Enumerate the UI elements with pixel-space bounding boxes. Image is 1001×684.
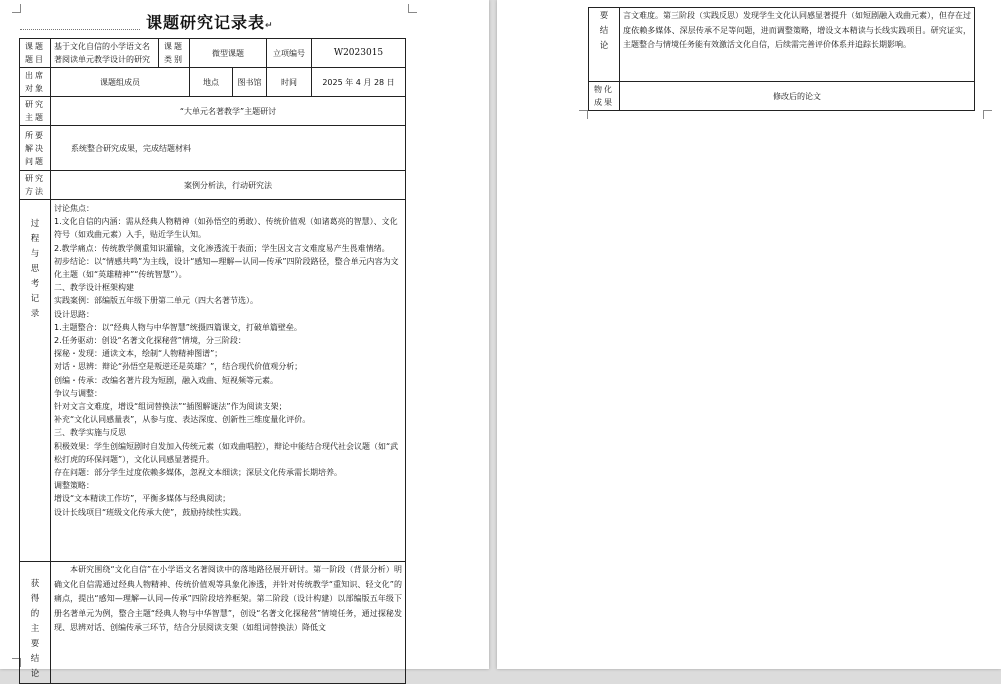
process-line: 针对文言文难度，增设“组词替换法”“插图解谜法”作为阅读支架； bbox=[54, 402, 287, 412]
document-title: 课题研究记录表 bbox=[146, 13, 266, 32]
place-label: 地点 bbox=[190, 68, 233, 97]
process-line: 2.教学痛点：传统教学侧重知识灌输，文化渗透流于表面；学生因文言文难度易产生畏难情绪。 bbox=[54, 243, 390, 253]
process-line: 存在问题：部分学生过度依赖多媒体，忽视文本细读；深层文化传承需长期培养。 bbox=[54, 468, 342, 478]
document-page-right bbox=[497, 0, 1001, 669]
problem-value: 系统整合研究成果，完成结题材料 bbox=[51, 126, 406, 171]
process-line: 积极效果：学生创编短剧时自发加入传统元素（如戏曲唱腔），辩论中能结合现代社会议题（如“武松打虎的环保问题”），文化认同感显著提升。 bbox=[54, 441, 399, 464]
process-line: 设计长线项目“班级文化传承大使”，鼓励持续性实践。 bbox=[54, 507, 247, 517]
subject-label: 研究主题 bbox=[20, 97, 51, 126]
document-title-block: 课题研究记录表↵ bbox=[20, 10, 400, 32]
vertical-label-char: 思 bbox=[30, 264, 40, 274]
vertical-label-char: 要 bbox=[30, 639, 40, 649]
attendance-value: 课题组成员 bbox=[51, 68, 190, 97]
vertical-label-char: 结 bbox=[599, 26, 609, 36]
attendance-label: 出席对象 bbox=[20, 68, 51, 97]
category-label: 课题类别 bbox=[159, 39, 190, 68]
title-leader-dots bbox=[20, 29, 140, 30]
process-line: 对话・思辨：辩论“孙悟空是叛逆还是英雄？”，结合现代价值观分析； bbox=[54, 362, 303, 372]
crop-mark bbox=[983, 110, 992, 119]
category-value: 微型课题 bbox=[190, 39, 267, 68]
process-line: 初步结论：以“情感共鸣”为主线，设计“感知—理解—认同—传承”四阶段路径，整合单元内容为文化主题（如“英雄精神”“传统智慧”）。 bbox=[54, 256, 399, 280]
process-line: 调整策略： bbox=[54, 481, 94, 491]
method-value: 案例分析法，行动研究法 bbox=[51, 171, 406, 200]
vertical-label-char: 结 bbox=[30, 654, 40, 664]
process-line: 探秘・发现：通读文本，绘制“人物精神图谱”； bbox=[54, 349, 223, 359]
vertical-label-char: 考 bbox=[30, 279, 40, 289]
vertical-label-char: 要 bbox=[599, 11, 609, 21]
process-line: 设计思路： bbox=[54, 309, 94, 319]
subject-value: “大单元名著教学”主题研讨 bbox=[51, 97, 406, 126]
vertical-label-char: 的 bbox=[30, 609, 40, 619]
process-line: 讨论焦点： bbox=[54, 204, 94, 213]
vertical-label-char: 与 bbox=[30, 249, 40, 259]
process-content bbox=[51, 200, 406, 562]
topic-value: 基于文化自信的小学语文名著阅读单元教学设计的研究 bbox=[51, 39, 159, 68]
outcome-value: 修改后的论文 bbox=[620, 82, 975, 111]
process-line: 实践案例：部编版五年级下册第二单元（四大名著节选）。 bbox=[54, 296, 258, 306]
crop-mark bbox=[408, 4, 417, 13]
process-line: 二、教学设计框架构建 bbox=[54, 283, 134, 293]
process-line: 三、教学实施与反思 bbox=[54, 428, 126, 438]
vertical-label-char: 获 bbox=[30, 579, 40, 589]
record-table bbox=[19, 38, 406, 684]
process-line: 1.主题整合：以“经典人物与中华智慧”统摄四篇课文，打破单篇壁垒。 bbox=[54, 322, 302, 332]
project-number-value: W2023015 bbox=[312, 39, 406, 68]
gains-label-continued bbox=[589, 8, 620, 82]
gains-text-right: 言文难度。第三阶段（实践反思）发现学生文化认同感显著提升（如短剧融入戏曲元素），但存在过度依赖多媒体、深层传承不足等问题，进而调整策略，增设文本精读与长线实践项目。研究证实，主题整合与情境任务能有效激活文化自信，后续需完善评价体系并追踪长期影响。 bbox=[620, 8, 975, 82]
gains-label bbox=[20, 562, 51, 684]
outcome-label: 物化成果 bbox=[589, 82, 620, 111]
process-line: 增设“文本精读工作坊”，平衡多媒体与经典阅读； bbox=[54, 494, 231, 504]
process-line: 争议与调整： bbox=[54, 388, 102, 398]
vertical-label-char: 过 bbox=[30, 219, 40, 229]
gains-text-left: 本研究围绕“文化自信”在小学语文名著阅读中的落地路径展开研讨。第一阶段（背景分析）明确文化自信需通过经典人物精神、传统价值观等具象化渗透，并针对传统教学“重知识、轻文化”的痛点，提出“感知—理解—认同—传承”四阶段培养框架。第二阶段（设计构建）以部编版五年级下册名著单元为例，整合主题“经典人物与中华智慧”，创设“名著文化探秘营”情境任务，通过探秘发现、思辨对话、创编传承三环节，结合分层阅读支架（如组词替换法）降低文 bbox=[51, 562, 406, 684]
process-label bbox=[20, 200, 51, 562]
process-line: 1.文化自信的内涵：需从经典人物精神（如孙悟空的勇敢）、传统价值观（如诸葛亮的智慧）、文化符号（如戏曲元素）入手，贴近学生认知。 bbox=[54, 217, 398, 240]
document-page-left bbox=[0, 0, 489, 679]
vertical-label-char: 论 bbox=[30, 669, 40, 679]
record-table-continued bbox=[588, 7, 975, 111]
process-line: 创编・传承：改编名著片段为短剧，融入戏曲、短视频等元素。 bbox=[54, 375, 278, 385]
crop-mark bbox=[579, 110, 588, 119]
vertical-label-char: 记 bbox=[30, 294, 40, 304]
vertical-label-char: 主 bbox=[30, 624, 40, 634]
topic-label: 课题题目 bbox=[20, 39, 51, 68]
process-line: 补充“文化认同感量表”，从参与度、表达深度、创新性三维度量化评价。 bbox=[54, 415, 311, 425]
time-value: 2025 年 4 月 28 日 bbox=[312, 68, 406, 97]
project-number-label: 立项编号 bbox=[267, 39, 312, 68]
vertical-label-char: 程 bbox=[30, 234, 40, 244]
vertical-label-char: 得 bbox=[30, 594, 40, 604]
process-line: 2.任务驱动：创设“名著文化探秘营”情境，分三阶段： bbox=[54, 336, 246, 346]
vertical-label-char: 论 bbox=[599, 41, 609, 51]
vertical-label-char: 录 bbox=[30, 309, 40, 319]
place-value: 图书馆 bbox=[233, 68, 267, 97]
time-label: 时间 bbox=[267, 68, 312, 97]
problem-label: 所要解决问题 bbox=[20, 126, 51, 171]
method-label: 研究方法 bbox=[20, 171, 51, 200]
